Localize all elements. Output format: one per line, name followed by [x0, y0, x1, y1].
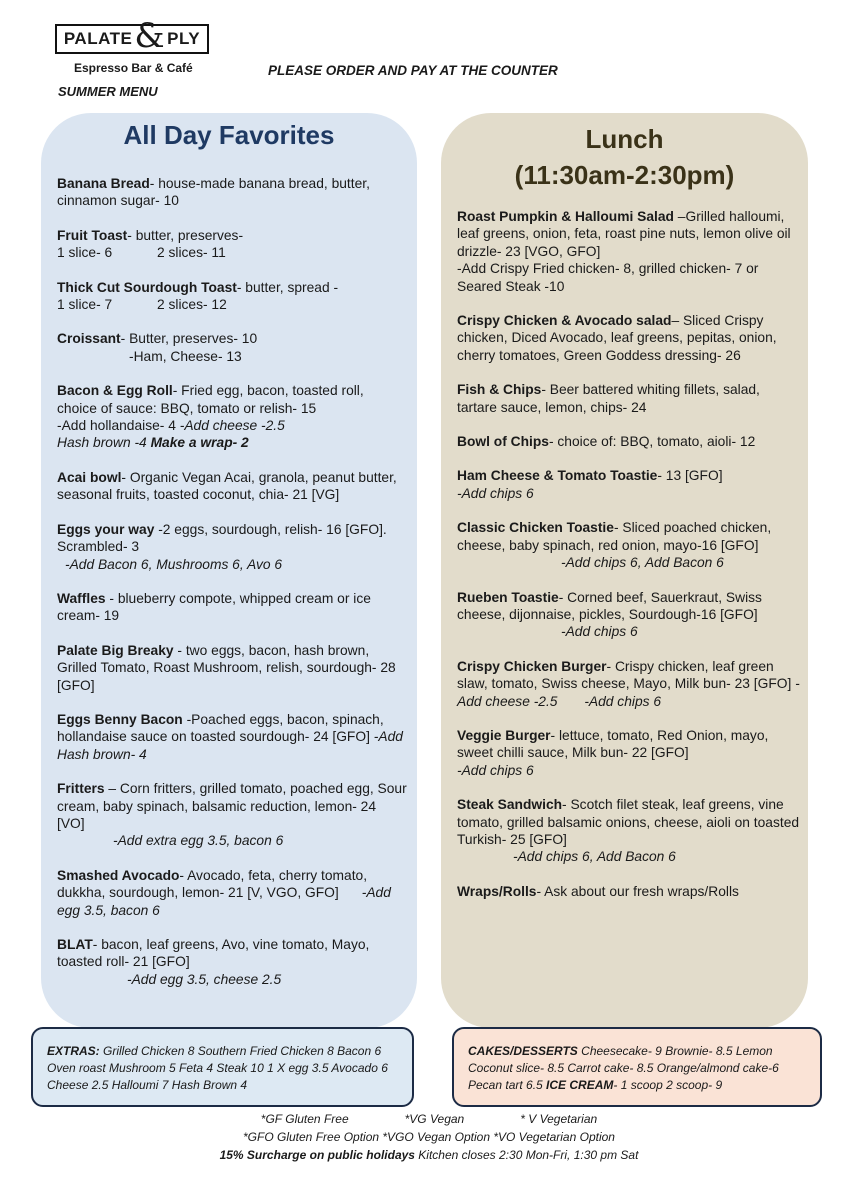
key-vg: *VG Vegan	[404, 1112, 465, 1126]
item-addon: -Add cheese -2.5	[179, 418, 285, 434]
item-addon: -Add egg 3.5, cheese 2.5	[127, 971, 282, 987]
desserts-text: Cheesecake- 9 Brownie- 8.5 Lemon Coconut slice- 8.5 Carrot cake- 8.5 Orange/almond cake-6 Pecan tart 6.5	[468, 1044, 779, 1092]
menu-item	[457, 727, 802, 779]
key-v: * V Vegetarian	[520, 1112, 598, 1126]
item-name: Banana Bread	[57, 176, 150, 191]
item-addon: -Add Hash brown- 4	[57, 729, 403, 762]
item-name: Eggs your way	[57, 521, 155, 537]
item-desc: - lettuce, tomato, Red Onion, mayo, sweet chilli sauce, Milk bun- 22 [GFO]	[457, 727, 769, 761]
logo-text-left: PALATE	[63, 29, 133, 48]
item-addon: -Add chips 6	[457, 762, 534, 778]
item-desc: - Crispy chicken, leaf green slaw, tomato, Swiss cheese, Mayo, Milk bun- 23 [GFO]	[457, 658, 796, 692]
item-name: Fritters	[57, 781, 105, 797]
extras-label: EXTRAS:	[47, 1044, 100, 1058]
item-name: Ham Cheese & Tomato Toastie	[457, 468, 658, 484]
menu-item	[457, 433, 802, 450]
item-name: Waffles	[57, 590, 106, 606]
item-desc: -Poached eggs, bacon, spinach, hollandaise sauce on toasted sourdough- 24 [GFO]	[57, 711, 384, 745]
item-addon: -Add chips 6	[584, 693, 662, 709]
menu-item	[57, 521, 407, 573]
menu-item	[57, 227, 407, 262]
item-addon: -Add chips 6	[457, 485, 534, 501]
menu-item	[57, 175, 407, 210]
menu-item	[457, 519, 802, 571]
item-desc: - choice of: BBQ, tomato, aioli- 12	[548, 434, 756, 450]
item-addon: -Add hollandaise- 4	[57, 418, 180, 434]
kitchen-hours: Kitchen closes 2:30 Mon-Fri, 1:30 pm Sat	[414, 1148, 639, 1162]
menu-item	[57, 867, 407, 919]
item-name: Veggie Burger	[457, 727, 551, 743]
menu-item	[457, 381, 802, 416]
menu-item	[57, 936, 407, 988]
menu-season-label: SUMMER MENU	[58, 84, 158, 99]
item-option: 1 slice- 7	[57, 297, 113, 313]
item-addon: Make a wrap- 2	[150, 435, 249, 451]
item-desc: - Beer battered whiting fillets, salad, tartare sauce, lemon, chips- 24	[457, 382, 760, 415]
item-name: Roast Pumpkin & Halloumi Salad	[457, 209, 674, 224]
menu-item	[457, 589, 802, 641]
item-name: Rueben Toastie	[457, 589, 559, 605]
item-addon: -Add Crispy Fried chicken- 8, grilled chicken- 7 or Seared Steak -10	[457, 261, 759, 294]
item-name: Fish & Chips	[457, 382, 542, 398]
all-day-menu-list	[57, 175, 407, 1005]
item-option: 2 slices- 12	[157, 297, 227, 313]
item-name: Bowl of Chips	[457, 434, 549, 450]
item-addon: Hash brown -4	[57, 435, 151, 451]
item-addon: -Add chips 6, Add Bacon 6	[513, 849, 676, 865]
item-addon: -Add chips 6, Add Bacon 6	[561, 555, 724, 571]
item-desc: – Corn fritters, grilled tomato, poached egg, Sour cream, baby spinach, balsamic reduction, lemon- 24 [VO]	[57, 781, 407, 831]
item-name: Eggs Benny Bacon	[57, 711, 183, 727]
item-desc: - 13 [GFO]	[657, 468, 723, 484]
item-desc: - blueberry compote, whipped cream or ice cream- 19	[57, 590, 371, 624]
logo-ampersand: &	[134, 16, 166, 56]
item-addon: -Ham, Cheese- 13	[129, 348, 242, 364]
menu-item	[57, 711, 407, 763]
ice-cream-label: ICE CREAM	[546, 1078, 614, 1092]
desserts-label: CAKES/DESSERTS	[468, 1044, 578, 1058]
item-desc: - Butter, preserves- 10	[120, 331, 258, 347]
menu-item	[57, 590, 407, 625]
lunch-menu-list	[457, 208, 802, 917]
menu-item	[457, 467, 802, 502]
item-name: Crispy Chicken Burger	[457, 658, 607, 674]
menu-item	[57, 382, 407, 452]
item-desc: - Avocado, feta, cherry tomato, dukkha, sourdough, lemon- 21 [V, VGO, GFO]	[57, 867, 368, 901]
menu-item	[457, 312, 802, 364]
menu-item	[57, 330, 407, 365]
surcharge-note	[0, 1146, 858, 1164]
all-day-title: All Day Favorites	[123, 120, 335, 150]
menu-item	[57, 642, 407, 694]
lunch-title-line2: (11:30am-2:30pm)	[514, 160, 735, 190]
dietary-options: *GFO Gluten Free Option *VGO Vegan Option *VO Vegetarian Option	[243, 1130, 615, 1144]
item-name: Classic Chicken Toastie	[457, 520, 614, 536]
item-desc: - Scotch filet steak, leaf greens, vine tomato, grilled balsamic onions, cheese, aioli on toasted Turkish- 25 [GFO]	[457, 797, 800, 847]
dietary-key	[0, 1110, 858, 1128]
lunch-title-line1: Lunch	[585, 124, 664, 154]
item-desc: - Organic Vegan Acai, granola, peanut butter, seasonal fruits, toasted coconut, chia- 21 [VG]	[57, 469, 397, 503]
lunch-title	[441, 121, 808, 193]
item-name: Acai bowl	[57, 469, 122, 485]
item-desc: - bacon, leaf greens, Avo, vine tomato, Mayo, toasted roll- 21 [GFO]	[57, 937, 370, 970]
item-desc: - butter, preserves-	[127, 227, 244, 243]
item-name: Bacon & Egg Roll	[57, 383, 173, 399]
menu-item	[57, 469, 407, 504]
menu-item	[57, 780, 407, 850]
item-name: Steak Sandwich	[457, 797, 563, 813]
key-gf: *GF Gluten Free	[260, 1112, 349, 1126]
item-desc: - two eggs, bacon, hash brown, Grilled Tomato, Roast Mushroom, relish, sourdough- 28 [GFO]	[57, 642, 396, 693]
item-name: Croissant	[57, 331, 121, 347]
logo-text-right: PLY	[167, 29, 201, 48]
item-desc: - house-made banana bread, butter, cinnamon sugar- 10	[57, 176, 370, 209]
item-name: Crispy Chicken & Avocado salad	[457, 313, 672, 329]
item-name: Wraps/Rolls	[457, 883, 537, 899]
extras-box	[31, 1027, 414, 1107]
item-name: Fruit Toast	[57, 227, 128, 243]
item-name: BLAT	[57, 937, 93, 952]
item-option: 1 slice- 6	[57, 245, 113, 261]
menu-item	[457, 883, 802, 900]
item-desc: - butter, spread -	[236, 279, 339, 295]
menu-item	[457, 208, 802, 295]
extras-text: Grilled Chicken 8 Southern Fried Chicken 8 Bacon 6 Oven roast Mushroom 5 Feta 4 Steak 10 1 X egg 3.5 Avocado 6 Cheese 2.5 Halloumi 7 Hash Brown 4	[47, 1044, 388, 1092]
menu-item	[457, 796, 802, 866]
item-desc: -2 eggs, sourdough, relish- 16 [GFO]. Scrambled- 3	[57, 521, 387, 555]
item-addon: -Add chips 6	[561, 624, 638, 640]
item-addon: -Add egg 3.5, bacon 6	[57, 885, 391, 918]
menu-item	[57, 279, 407, 314]
tagline: Espresso Bar & Café	[74, 61, 193, 75]
item-desc: - Corned beef, Sauerkraut, Swiss cheese, dijonnaise, pickles, Sourdough-16 [GFO]	[457, 589, 762, 622]
item-desc: - Ask about our fresh wraps/Rolls	[536, 883, 739, 899]
logo	[55, 16, 209, 56]
item-name: Smashed Avocado	[57, 867, 180, 883]
item-addon: -Add cheese -2.5	[457, 676, 800, 709]
item-desc: - Sliced poached chicken, cheese, baby spinach, red onion, mayo-16 [GFO]	[457, 520, 772, 553]
surcharge-text: 15% Surcharge on public holidays	[219, 1148, 415, 1162]
item-addon: -Add extra egg 3.5, bacon 6	[113, 833, 284, 849]
item-name: Thick Cut Sourdough Toast	[57, 279, 237, 295]
ice-cream-text: - 1 scoop 2 scoop- 9	[613, 1078, 723, 1092]
item-desc: – Sliced Crispy chicken, Diced Avocado, leaf greens, pepitas, onion, cherry tomatoes, Green Goddess dressing- 26	[457, 313, 777, 363]
menu-item	[457, 658, 802, 710]
counter-notice: PLEASE ORDER AND PAY AT THE COUNTER	[268, 63, 558, 78]
item-option: 2 slices- 11	[157, 245, 226, 261]
item-name: Palate Big Breaky	[57, 642, 174, 658]
item-desc: - Fried egg, bacon, toasted roll, choice of sauce: BBQ, tomato or relish- 15	[57, 383, 364, 416]
desserts-box	[452, 1027, 822, 1107]
item-desc: –Grilled halloumi, leaf greens, onion, feta, roast pine nuts, lemon olive oil drizzle- 23 [VGO, GFO]	[457, 209, 791, 259]
item-addon: -Add Bacon 6, Mushrooms 6, Avo 6	[65, 556, 283, 572]
